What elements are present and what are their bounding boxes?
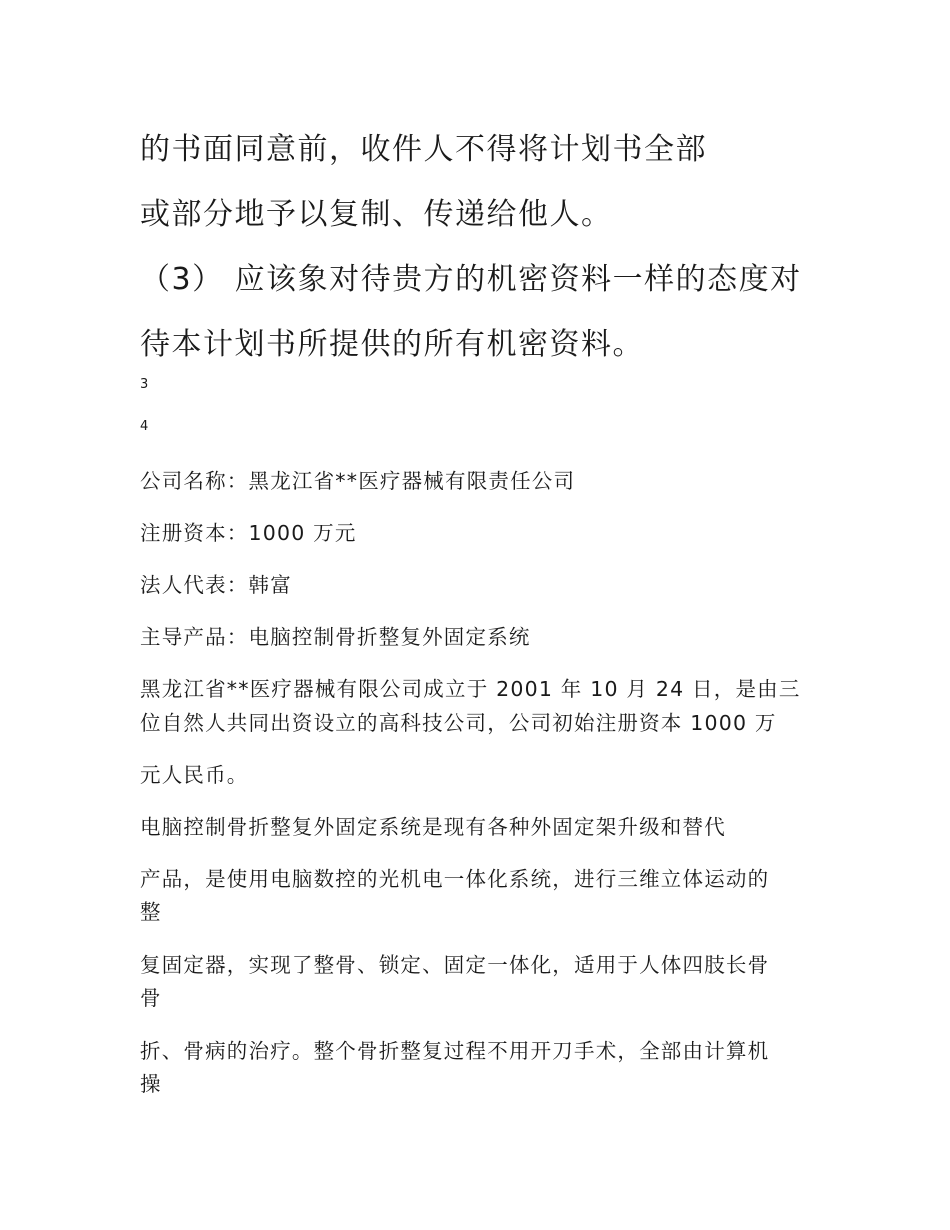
page-marker-4: 4 — [140, 419, 149, 434]
body-line-5-wrap: 整 — [140, 900, 162, 924]
main-product: 主导产品：电脑控制骨折整复外固定系统 — [140, 625, 531, 649]
body-line-3: 元人民币。 — [140, 763, 249, 787]
intro-line-4: 待本计划书所提供的所有机密资料。 — [140, 327, 644, 362]
body-line-7-wrap: 操 — [140, 1072, 162, 1096]
legal-representative: 法人代表：韩富 — [140, 573, 292, 597]
intro-line-2: 或部分地予以复制、传递给他人。 — [140, 197, 613, 232]
body-line-1: 黑龙江省**医疗器械有限公司成立于 2001 年 10 月 24 日，是由三 — [140, 677, 801, 701]
registered-capital: 注册资本：1000 万元 — [140, 521, 357, 545]
body-line-2: 位自然人共同出资设立的高科技公司，公司初始注册资本 1000 万 — [140, 711, 777, 735]
body-line-6: 复固定器，实现了整骨、锁定、固定一体化，适用于人体四肢长骨 — [140, 953, 770, 977]
body-line-7: 折、骨病的治疗。整个骨折整复过程不用开刀手术，全部由计算机 — [140, 1039, 770, 1063]
page-marker-3: 3 — [140, 377, 149, 392]
body-line-5: 产品，是使用电脑数控的光机电一体化系统，进行三维立体运动的 — [140, 867, 770, 891]
body-line-4: 电脑控制骨折整复外固定系统是现有各种外固定架升级和替代 — [140, 815, 726, 839]
intro-line-1: 的书面同意前，收件人不得将计划书全部 — [140, 132, 707, 167]
intro-line-3: （3） 应该象对待贵方的机密资料一样的态度对 — [140, 262, 802, 297]
company-name: 公司名称：黑龙江省**医疗器械有限责任公司 — [140, 469, 576, 493]
body-line-6-wrap: 骨 — [140, 986, 162, 1010]
